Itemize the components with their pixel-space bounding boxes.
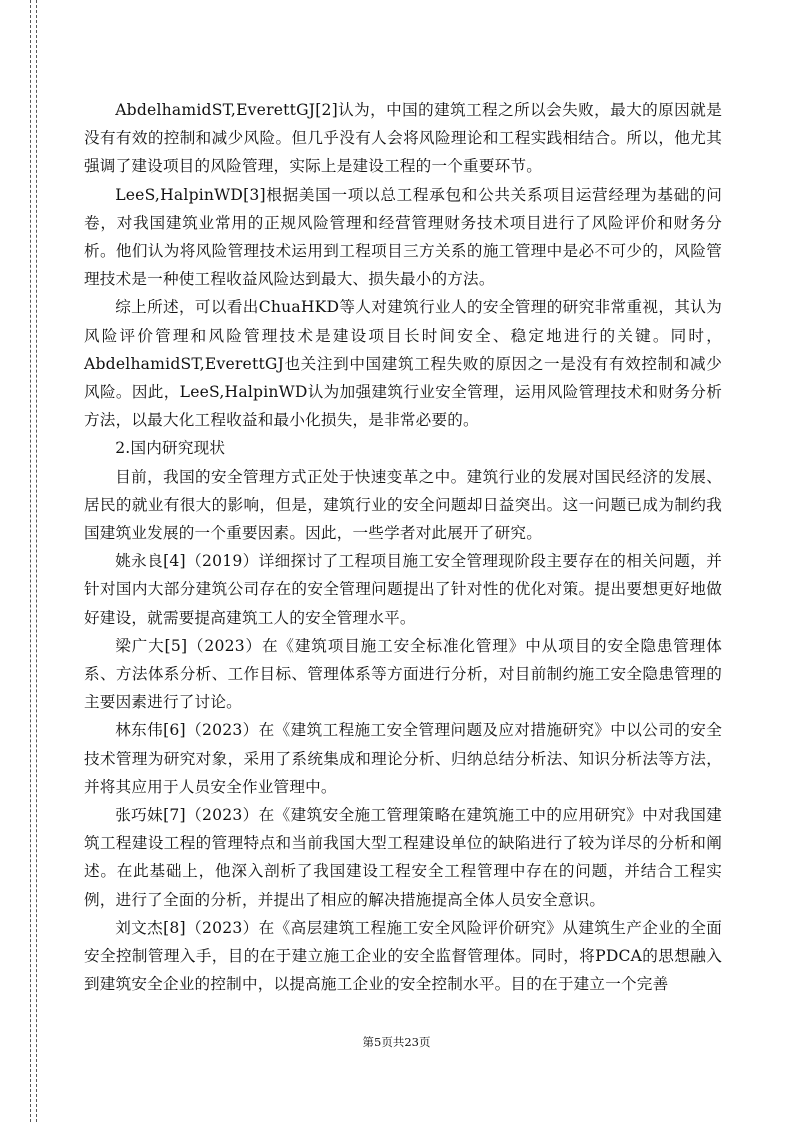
page-body <box>84 96 722 999</box>
paragraph-summary: 综上所述，可以看出ChuaHKD等人对建筑行业人的安全管理的研究非常重视，其认为风险评价管理和风险管理技术是建设项目长时间安全、稳定地进行的关键。同时，AbdelhamidST,EverettGJ也关注到中国建筑工程失败的原因之一是没有有效控制和减少风险。因此，LeeS,HalpinWD认为加强建筑行业安全管理，运用风险管理技术和财务分析方法，以最大化工程收益和最小化损失，是非常必要的。 <box>84 298 722 430</box>
binding-line-right <box>36 0 37 1122</box>
page-footer: 第5页共23页 <box>362 1035 431 1049</box>
paragraph-liu-wenjie: 刘文杰[8]（2023）在《高层建筑工程施工安全风险评价研究》从建筑生产企业的全面安全控制管理入手，目的在于建立施工企业的安全监督管理体。同时，将PDCA的思想融入到建筑安全企业的控制中，以提高施工企业的安全控制水平。目的在于建立一个完善 <box>84 918 722 994</box>
paragraph-domestic-intro: 目前，我国的安全管理方式正处于快速变革之中。建筑行业的发展对国民经济的发展、居民的就业有很大的影响，但是，建筑行业的安全问题却日益突出。这一问题已成为制约我国建筑业发展的一个重要因素。因此，一些学者对此展开了研究。 <box>84 467 722 543</box>
paragraph-liang-guangda: 梁广大[5]（2023）在《建筑项目施工安全标准化管理》中从项目的安全隐患管理体系、方法体系分析、工作目标、管理体系等方面进行分析，对目前制约施工安全隐患管理的主要因素进行了讨论。 <box>84 636 722 712</box>
paragraph-lee-halpin: LeeS,HalpinWD[3]根据美国一项以总工程承包和公共关系项目运营经理为基础的问卷，对我国建筑业常用的正规风险管理和经营管理财务技术项目进行了风险评价和财务分析。他们认为将风险管理技术运用到工程项目三方关系的施工管理中是必不可少的，风险管理技术是一种使工程收益风险达到最大、损失最小的方法。 <box>84 185 722 289</box>
paragraph-lin-dongwei: 林东伟[6]（2023）在《建筑工程施工安全管理问题及应对措施研究》中以公司的安全技术管理为研究对象，采用了系统集成和理论分析、归纳总结分析法、知识分析法等方法，并将其应用于人员安全作业管理中。 <box>84 721 722 796</box>
section-heading-domestic-research: 2.国内研究现状 <box>115 439 226 458</box>
paragraph-zhang-qiaomei: 张巧妹[7]（2023）在《建筑安全施工管理策略在建筑施工中的应用研究》中对我国建筑工程建设工程的管理特点和当前我国大型工程建设单位的缺陷进行了较为详尽的分析和阐述。在此基础上，他深入剖析了我国建设工程安全工程管理中存在的问题，并结合工程实例，进行了全面的分析，并提出了相应的解决措施提高全体人员安全意识。 <box>84 806 722 909</box>
paragraph-yao-yongliang: 姚永良[4]（2019）详细探讨了工程项目施工安全管理现阶段主要存在的相关问题，并针对国内大部分建筑公司存在的安全管理问题提出了针对性的优化对策。提出要想更好地做好建设，就需要提高建筑工人的安全管理水平。 <box>84 552 722 627</box>
paragraph-abdelhamid: AbdelhamidST,EverettGJ[2]认为，中国的建筑工程之所以会失败，最大的原因就是没有有效的控制和减少风险。但几乎没有人会将风险理论和工程实践相结合。所以，他尤其强调了建设项目的风险管理，实际上是建设工程的一个重要环节。 <box>84 101 722 176</box>
binding-line-left <box>30 0 31 1122</box>
